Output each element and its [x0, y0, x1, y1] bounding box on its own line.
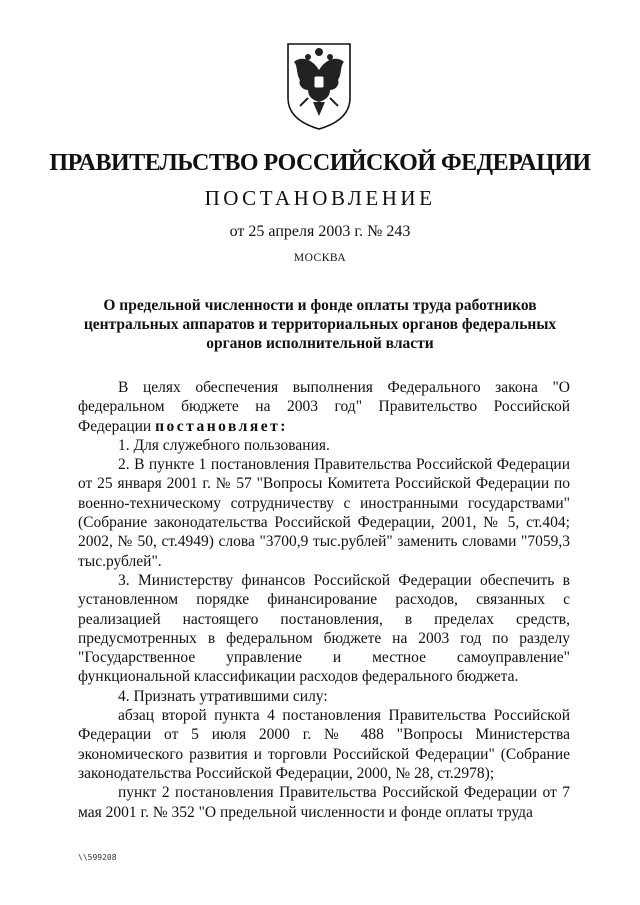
paragraph-4-item-2: пункт 2 постановления Правительства Российской Федерации от 7 мая 2001 г. № 352 "О предельной численности и фонде оплаты труда	[78, 784, 570, 821]
paragraph-1: 1. Для служебного пользования.	[118, 436, 330, 454]
emblem-crown-right	[327, 54, 333, 60]
footer-document-code: \\599208	[78, 853, 117, 862]
emblem-crown-center	[315, 48, 323, 56]
organization-heading: ПРАВИТЕЛЬСТВО РОССИЙСКОЙ ФЕДЕРАЦИИ	[49, 150, 591, 176]
emblem-crown-left	[305, 54, 311, 60]
document-city: МОСКВА	[293, 252, 347, 264]
paragraph-2: 2. В пункте 1 постановления Правительства Российской Федерации от 25 января 2001 г. № 57 "Вопросы Комитета Российской Федерации по военно-техническому сотрудничеству с иностранными государствами" (Собрание законодательства Российской Федерации, 2001, № 5, ст.404; 2002, № 50, ст.4949) слова "3700,9 тыс.рублей" заменить словами "7059,3 тыс.рублей".	[78, 456, 570, 570]
coat-of-arms-emblem	[284, 40, 354, 132]
document-body	[78, 378, 570, 822]
emblem-center-shield	[314, 76, 324, 88]
paragraph-3: 3. Министерству финансов Российской Федерации обеспечить в установленном порядке финансирование расходов, связанных с реализацией настоящего постановления, в пределах средств, предусмотренных в федеральном бюджете на 2003 год по разделу "Государственное управление и местное самоуправление" функциональной классификации расходов федерального бюджета.	[78, 571, 570, 686]
preamble-text: В целях обеспечения выполнения Федерального закона "О федеральном бюджете на 2003 год" Правительство Российской Федерации	[78, 379, 570, 435]
emblem-tail	[313, 102, 325, 116]
decree-word: постановляет:	[155, 417, 288, 435]
paragraph-4: 4. Признать утратившими силу:	[118, 687, 328, 705]
preamble-paragraph	[78, 378, 570, 436]
document-title: О предельной численности и фонде оплаты труда работников центральных аппаратов и территориальных органов федеральных органов исполнительной власти	[83, 297, 557, 352]
paragraph-4-item-1: абзац второй пункта 4 постановления Правительства Российской Федерации от 5 июля 2000 г. № 488 "Вопросы Министерства экономического развития и торговли Российской Федерации" (Собрание законодательства Российской Федерации, 2000, № 28, ст.2978);	[78, 707, 570, 782]
document-date-number: от 25 апреля 2003 г. № 243	[229, 223, 411, 240]
document-type-heading: ПОСТАНОВЛЕНИЕ	[204, 186, 436, 210]
